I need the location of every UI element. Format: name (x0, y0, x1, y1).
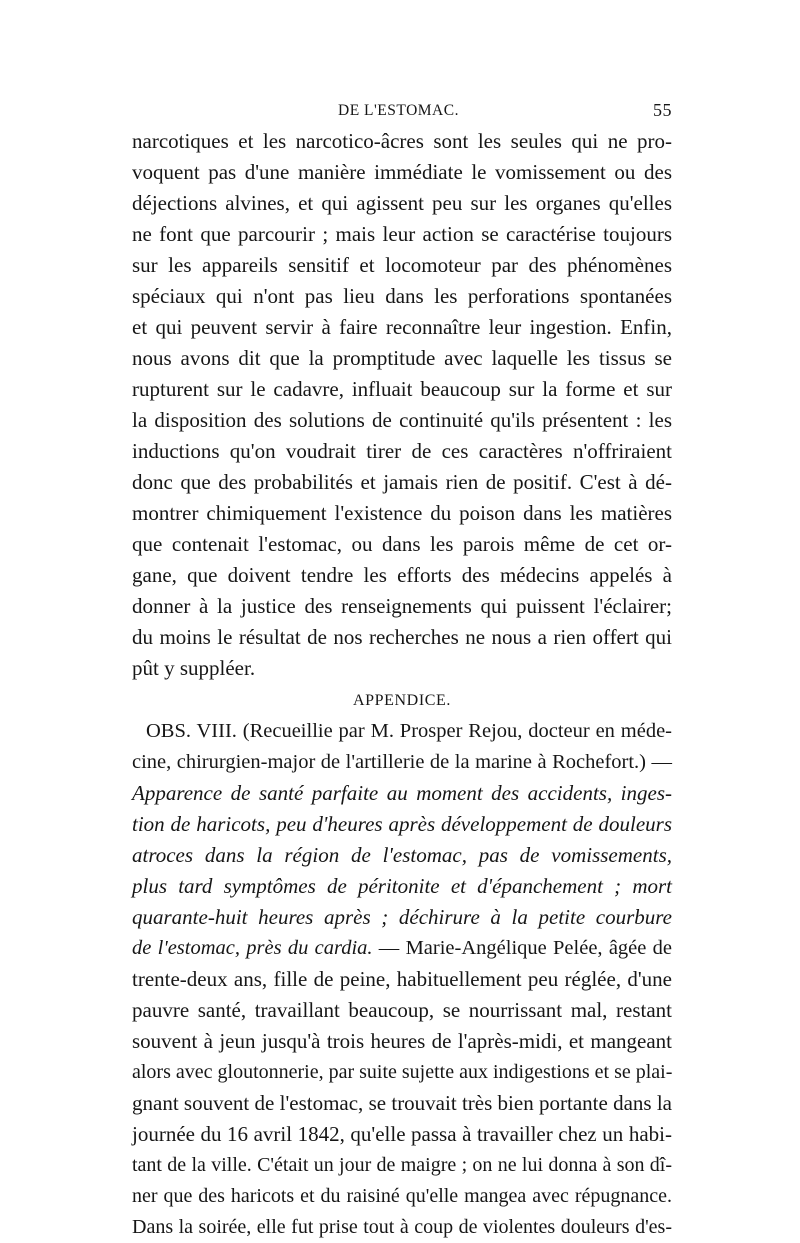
observation-source: (Recueillie par M. Prosper Rejou, docteur en méde- (242, 720, 672, 742)
body-line: pût y suppléer. (132, 656, 256, 680)
body-line: ne font que parcourir ; mais leur action se caractérise toujours (132, 222, 672, 246)
body-line: sur les appareils sensitif et locomoteur par des phénomènes (132, 253, 672, 277)
observation-title-line (132, 716, 672, 747)
body-line: voquent pas d'une manière immédiate le vomissement ou des (132, 160, 672, 184)
page-number: 55 (653, 100, 672, 120)
observation-text-line: tant de la ville. C'était un jour de maigre ; on ne lui donna à son dî- (132, 1154, 672, 1176)
body-line: gane, que doivent tendre les efforts des médecins appelés à (132, 563, 672, 587)
observation-summary-line: quarante-huit heures après ; déchirure à la petite courbure (132, 905, 672, 929)
body-line: déjections alvines, et qui agissent peu sur les organes qu'elles (132, 191, 672, 215)
observation-summary-line: plus tard symptômes de péritonite et d'épanchement ; mort (132, 874, 672, 898)
body-line: du moins le résultat de nos recherches ne nous a rien offert qui (132, 625, 672, 649)
body-line: inductions qu'on voudrait tirer de ces caractères n'offriraient (132, 439, 672, 463)
body-line: narcotiques et les narcotico-âcres sont les seules qui ne pro- (132, 129, 672, 153)
body-line: la disposition des solutions de continuité qu'ils présentent : les (132, 408, 672, 432)
observation-text-line: trente-deux ans, fille de peine, habituellement peu réglée, d'une (132, 967, 672, 991)
running-title: DE L'ESTOMAC. (338, 102, 459, 119)
observation-mixed-line (132, 933, 672, 964)
observation-summary-line: Apparence de santé parfaite au moment des accidents, inges- (132, 781, 672, 805)
page-header (132, 98, 672, 122)
body-line: spéciaux qui n'ont pas lieu dans les perforations spontanées (132, 284, 672, 308)
body-line: nous avons dit que la promptitude avec laquelle les tissus se (132, 346, 672, 370)
patient-intro: — Marie-Angélique Pelée, âgée de (372, 937, 672, 959)
body-line: et qui peuvent servir à faire reconnaître leur ingestion. Enfin, (132, 315, 672, 339)
body-line: montrer chimiquement l'existence du poison dans les matières (132, 501, 672, 525)
observation-text-line: Dans la soirée, elle fut prise tout à coup de violentes douleurs d'es- (132, 1216, 672, 1238)
observation-source-line: cine, chirurgien-major de l'artillerie de la marine à Rochefort.) — (132, 751, 672, 773)
observation-text-line: journée du 16 avril 1842, qu'elle passa à travailler chez un habi- (132, 1122, 672, 1146)
page-body (132, 126, 672, 1243)
observation-label: OBS. VIII. (146, 720, 237, 742)
observation-summary-line: tion de haricots, peu d'heures après développement de douleurs (132, 812, 672, 836)
observation-text-line: ner que des haricots et du raisiné qu'elle mangea avec répugnance. (132, 1185, 672, 1207)
body-line: donc que des probabilités et jamais rien de positif. C'est à dé- (132, 470, 672, 494)
observation-summary-line: atroces dans la région de l'estomac, pas de vomissements, (132, 843, 672, 867)
body-line: que contenait l'estomac, ou dans les parois même de cet or- (132, 532, 672, 556)
observation-summary-end: de l'estomac, près du cardia. (132, 937, 373, 959)
body-line: rupturent sur le cadavre, influait beaucoup sur la forme et sur (132, 377, 672, 401)
observation-text-line: gnant souvent de l'estomac, se trouvait très bien portante dans la (132, 1091, 672, 1115)
body-line: donner à la justice des renseignements qui puissent l'éclairer; (132, 594, 672, 618)
appendix-heading: APPENDICE. (352, 692, 451, 709)
observation-text-line: alors avec gloutonnerie, par suite sujette aux indigestions et se plai- (132, 1061, 673, 1083)
observation-text-line: souvent à jeun jusqu'à trois heures de l'après-midi, et mangeant (132, 1029, 672, 1053)
observation-text-line: pauvre santé, travaillant beaucoup, se nourrissant mal, restant (132, 998, 672, 1022)
